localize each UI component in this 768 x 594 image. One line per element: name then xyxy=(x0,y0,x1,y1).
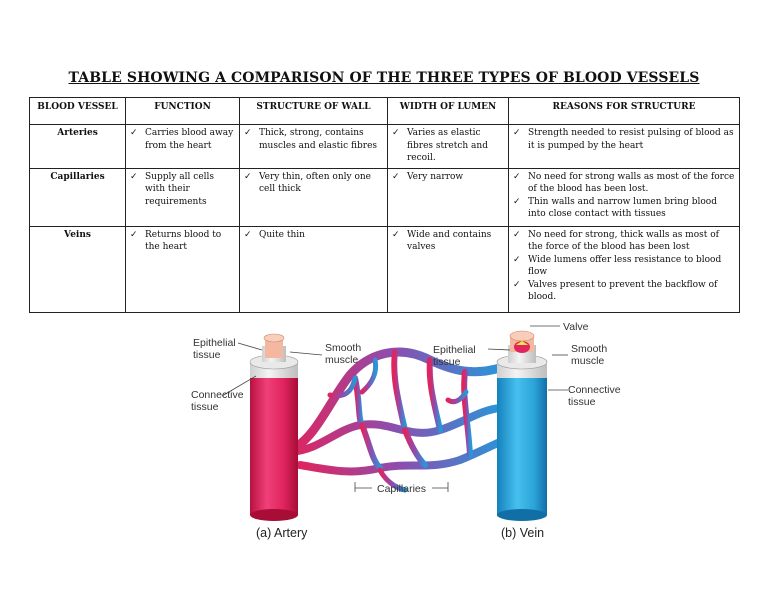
function-cell xyxy=(126,226,240,312)
list-item: ✓ Thin walls and narrow lumen bring blood into close contact with tissues xyxy=(513,196,717,219)
list-item: ✓ Valves present to prevent the backflow of blood. xyxy=(513,279,718,302)
checkmark-icon: ✓ xyxy=(392,128,400,138)
header-structure-of-wall: STRUCTURE OF WALL xyxy=(240,98,388,125)
comparison-table xyxy=(29,97,740,313)
label-connective-tissue-vein: Connective xyxy=(568,384,621,396)
list-item: ✓ Quite thin xyxy=(244,229,305,240)
lumen-cell xyxy=(388,226,509,312)
checkmark-icon: ✓ xyxy=(513,171,521,182)
label-connective-tissue-artery: Connective xyxy=(191,389,244,401)
label-capillaries: Capillaries xyxy=(377,483,427,495)
reasons-cell xyxy=(509,168,740,226)
vein-vessel xyxy=(497,331,547,521)
header-reasons-for-structure: REASONS FOR STRUCTURE xyxy=(509,98,740,125)
table-row-capillaries xyxy=(30,168,740,226)
label-connective-tissue-artery-line2: tissue xyxy=(191,401,219,413)
checkmark-icon: ✓ xyxy=(513,196,521,207)
checkmark-icon: ✓ xyxy=(513,128,521,138)
reasons-cell xyxy=(509,125,740,169)
table-header-row xyxy=(30,98,740,125)
reasons-cell xyxy=(509,226,740,312)
lumen-cell xyxy=(388,168,509,226)
checkmark-icon: ✓ xyxy=(130,128,138,138)
vessel-name: Veins xyxy=(30,226,126,312)
lumen-cell xyxy=(388,125,509,169)
function-cell xyxy=(126,168,240,226)
label-epithelial-tissue-vein: Epithelial xyxy=(433,344,476,356)
list-item: ✓ Very thin, often only one cell thick xyxy=(244,171,371,194)
wall-cell xyxy=(240,226,388,312)
caption-artery: (a) Artery xyxy=(256,526,308,540)
label-epithelial-tissue-vein-line2: tissue xyxy=(433,356,461,368)
label-smooth-muscle-artery: Smooth xyxy=(325,342,362,354)
label-epithelial-tissue-artery-line2: tissue xyxy=(193,349,221,361)
caption-vein: (b) Vein xyxy=(501,526,545,540)
checkmark-icon: ✓ xyxy=(130,171,138,182)
header-width-of-lumen: WIDTH OF LUMEN xyxy=(388,98,509,125)
header-blood-vessel: BLOOD VESSEL xyxy=(30,98,126,125)
vessel-name: Capillaries xyxy=(30,168,126,226)
list-item: ✓ Thick, strong, contains muscles and elastic fibres xyxy=(244,128,378,151)
checkmark-icon: ✓ xyxy=(513,254,521,265)
function-cell xyxy=(126,125,240,169)
wall-cell xyxy=(240,125,388,169)
label-smooth-muscle-vein-line2: muscle xyxy=(571,355,605,367)
checkmark-icon: ✓ xyxy=(513,279,521,290)
list-item: ✓ Strength needed to resist pulsing of blood as it is pumped by the heart xyxy=(513,128,734,151)
list-item: ✓ Varies as elastic fibres stretch and recoil. xyxy=(392,128,488,163)
capillary-network xyxy=(290,352,505,490)
checkmark-icon: ✓ xyxy=(392,229,400,240)
list-item: ✓ No need for strong walls as most of the force of the blood has been lost. xyxy=(513,171,735,194)
list-item: ✓ Supply all cells with their requirements xyxy=(130,171,215,207)
checkmark-icon: ✓ xyxy=(244,128,252,138)
checkmark-icon: ✓ xyxy=(392,171,400,182)
label-connective-tissue-vein-line2: tissue xyxy=(568,396,596,408)
checkmark-icon: ✓ xyxy=(244,229,252,240)
checkmark-icon: ✓ xyxy=(244,171,252,182)
label-smooth-muscle-vein: Smooth xyxy=(571,343,608,355)
list-item: ✓ Wide lumens offer less resistance to blood flow xyxy=(513,254,722,277)
blood-vessel-diagram xyxy=(0,310,768,550)
label-valve: Valve xyxy=(563,321,589,333)
list-item: ✓ No need for strong, thick walls as most of the force of the blood has been lost xyxy=(513,229,719,252)
table-row-veins xyxy=(30,226,740,312)
wall-cell xyxy=(240,168,388,226)
list-item: ✓ Wide and contains valves xyxy=(392,229,492,252)
table-row-arteries xyxy=(30,125,740,169)
list-item: ✓ Carries blood away from the heart xyxy=(130,128,234,151)
list-item: ✓ Very narrow xyxy=(392,171,464,182)
artery-vessel xyxy=(250,334,298,521)
label-epithelial-tissue-artery: Epithelial xyxy=(193,337,236,349)
vessel-name: Arteries xyxy=(30,125,126,169)
checkmark-icon: ✓ xyxy=(130,229,138,240)
header-function: FUNCTION xyxy=(126,98,240,125)
page-title: TABLE SHOWING A COMPARISON OF THE THREE TYPES OF BLOOD VESSELS xyxy=(68,70,700,86)
label-smooth-muscle-artery-line2: muscle xyxy=(325,354,359,366)
list-item: ✓ Returns blood to the heart xyxy=(130,229,222,252)
checkmark-icon: ✓ xyxy=(513,229,521,240)
